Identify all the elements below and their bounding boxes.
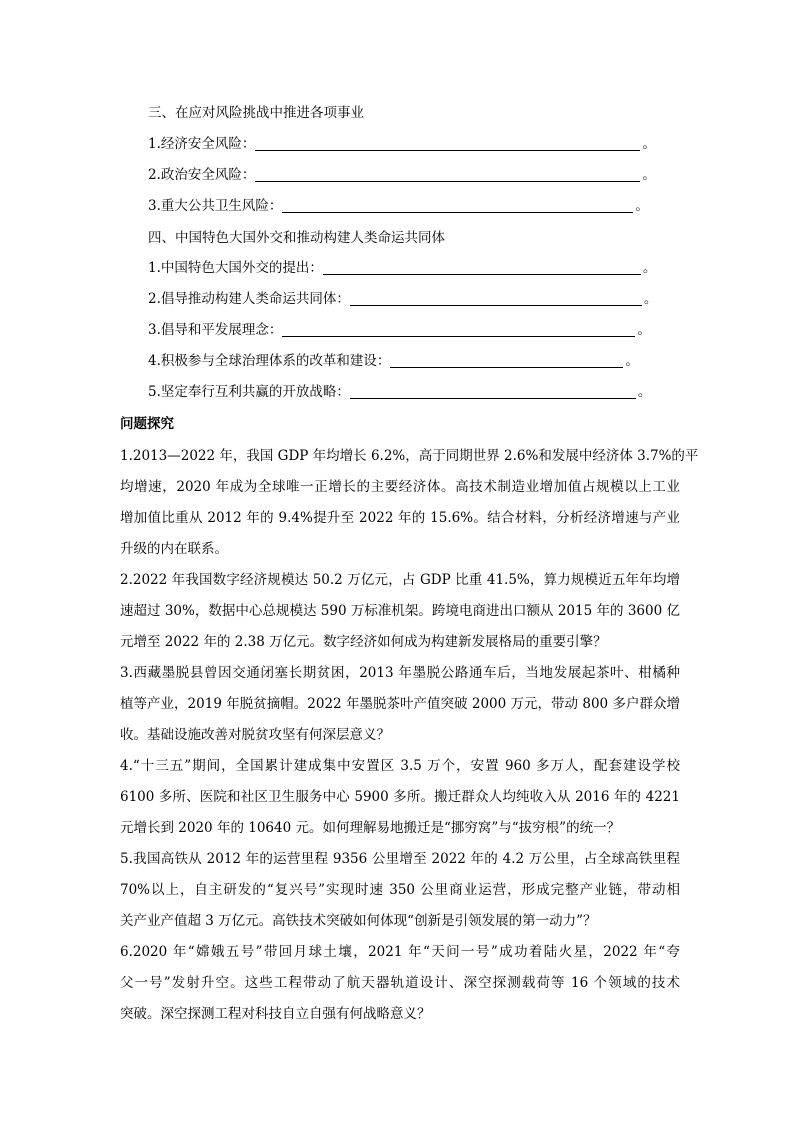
period-mark: 。	[642, 136, 656, 152]
fill-row-major-country-diplomacy	[148, 258, 658, 278]
period-mark: 。	[635, 198, 649, 214]
question-line: 均增速，2020 年成为全球唯一正增长的主要经济体。高技术制造业增加值占规模以上工业	[120, 479, 680, 495]
question-line: 收。基础设施改善对脱贫攻坚有何深层意义？	[120, 727, 390, 743]
period-mark: 。	[637, 384, 652, 400]
question-line: 70%以上，自主研发的“复兴号”实现时速 350 公里商业运营，形成完整产业链，带动相	[120, 882, 680, 898]
question-line: 速超过 30%，数据中心总规模达 590 万标准机架。跨境电商进出口额从 2015 年的 3600 亿	[120, 603, 680, 619]
question-line: 6100 多所、医院和社区卫生服务中心 5900 多所。搬迁群众人均纯收入从 2016 年的 4221	[120, 789, 680, 805]
fill-label: 4.积极参与全球治理体系的改革和建设：	[148, 353, 391, 369]
question-line: 元增长到 2020 年的 10640 元。如何理解易地搬迁是“挪穷窝”与“拔穷根”的统一？	[120, 820, 621, 836]
question-line: 6.2020 年“嫦娥五号”带回月球土壤，2021 年“天问一号”成功着陆火星，2022 年“夸	[120, 944, 680, 960]
answer-blank[interactable]	[323, 258, 641, 275]
fill-label: 2.政治安全风险：	[148, 167, 256, 183]
questions-title: 问题探究	[120, 416, 174, 432]
fill-label: 5.坚定奉行互利共赢的开放战略：	[148, 384, 350, 400]
fill-label: 2.倡导推动构建人类命运共同体：	[148, 291, 350, 307]
question-line: 关产业产值超 3 万亿元。高铁技术突破如何体现“创新是引领发展的第一动力”？	[120, 913, 597, 929]
fill-label: 3.重大公共卫生风险：	[148, 198, 283, 214]
fill-label: 3.倡导和平发展理念：	[148, 322, 283, 338]
fill-row-public-health	[148, 196, 658, 216]
fill-row-global-governance	[148, 351, 658, 371]
question-line: 突破。深空探测工程对科技自立自强有何战略意义？	[120, 1006, 431, 1022]
fill-row-economic-security	[148, 134, 658, 154]
period-mark: 。	[643, 291, 658, 307]
question-3	[120, 658, 680, 751]
fill-row-peaceful-development	[148, 320, 658, 340]
answer-blank[interactable]	[255, 165, 640, 182]
question-line: 3.西藏墨脱县曾因交通闭塞长期贫困，2013 年墨脱公路通车后，当地发展起茶叶、柑橘种	[120, 665, 680, 681]
answer-blank[interactable]	[350, 382, 636, 399]
question-line: 升级的内在联系。	[120, 541, 228, 557]
question-line: 植等产业，2019 年脱贫摘帽。2022 年墨脱茶叶产值突破 2000 万元，带动 800 多户群众增	[120, 696, 680, 712]
question-line: 5.我国高铁从 2012 年的运营里程 9356 公里增至 2022 年的 4.2 万公里，占全球高铁里程	[120, 851, 680, 867]
fill-label: 1.经济安全风险：	[148, 136, 256, 152]
answer-blank[interactable]	[255, 134, 640, 151]
answer-blank[interactable]	[282, 196, 633, 213]
fill-label: 1.中国特色大国外交的提出：	[148, 260, 323, 276]
question-4	[120, 751, 680, 844]
period-mark: 。	[642, 167, 656, 183]
fill-row-political-security	[148, 165, 658, 185]
answer-blank[interactable]	[350, 289, 642, 306]
answer-blank[interactable]	[282, 320, 635, 337]
question-6	[120, 937, 680, 1030]
answer-blank[interactable]	[390, 351, 623, 368]
question-line: 2.2022 年我国数字经济规模达 50.2 万亿元，占 GDP 比重 41.5%，算力规模近五年年均增	[120, 572, 680, 588]
period-mark: 。	[637, 322, 651, 338]
question-line: 1.2013—2022 年，我国 GDP 年均增长 6.2%，高于同期世界 2.6%和发展中经济体 3.7%的平	[120, 448, 699, 464]
section-heading-3: 三、在应对风险挑战中推进各项事业	[148, 105, 364, 121]
question-2	[120, 565, 680, 658]
question-line: 4.“十三五”期间，全国累计建成集中安置区 3.5 万个，安置 960 多万人，配套建设学校	[120, 758, 680, 774]
question-line: 元增至 2022 年的 2.38 万亿元。数字经济如何成为构建新发展格局的重要引擎？	[120, 634, 607, 650]
question-1	[120, 441, 699, 565]
fill-row-shared-future	[148, 289, 658, 309]
question-line: 父一号”发射升空。这些工程带动了航天器轨道设计、深空探测载荷等 16 个领域的技术	[120, 975, 680, 991]
question-line: 增加值比重从 2012 年的 9.4%提升至 2022 年的 15.6%。结合材料，分析经济增速与产业	[120, 510, 680, 526]
question-5	[120, 844, 680, 937]
period-mark: 。	[625, 353, 639, 369]
period-mark: 。	[642, 260, 657, 276]
fill-row-open-strategy	[148, 382, 658, 402]
section-heading-4: 四、中国特色大国外交和推动构建人类命运共同体	[148, 230, 445, 246]
